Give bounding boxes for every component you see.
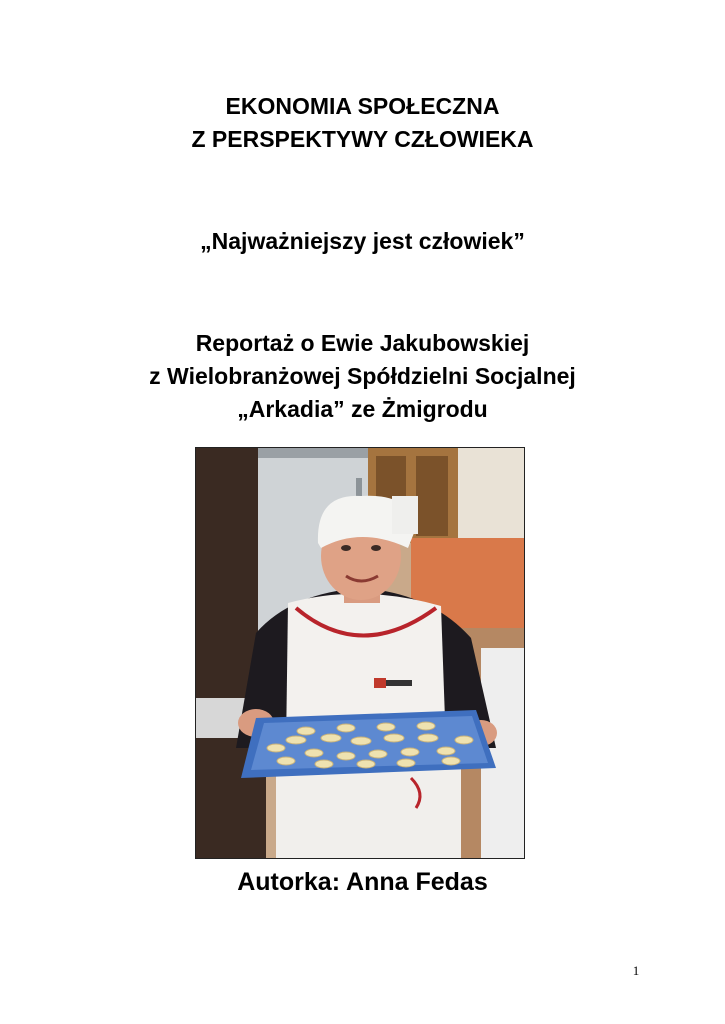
document-title [0,90,725,156]
quote-text: „Najważniejszy jest człowiek” [200,228,525,254]
photo-illustration [196,448,525,859]
quote-heading [0,225,725,258]
page-number: 1 [632,963,640,978]
title-line-2: Z PERSPEKTYWY CZŁOWIEKA [191,126,534,152]
report-heading [0,327,725,426]
photo-woman-with-tray [195,447,525,859]
title-line-1: EKONOMIA SPOŁECZNA [225,93,500,119]
report-line-1: Reportaż o Ewie Jakubowskiej [195,330,530,356]
report-line-3: „Arkadia” ze Żmigrodu [237,396,488,422]
author-line: Autorka: Anna Fedas [237,868,488,896]
report-line-2: z Wielobranżowej Spółdzielni Socjalnej [149,363,576,389]
